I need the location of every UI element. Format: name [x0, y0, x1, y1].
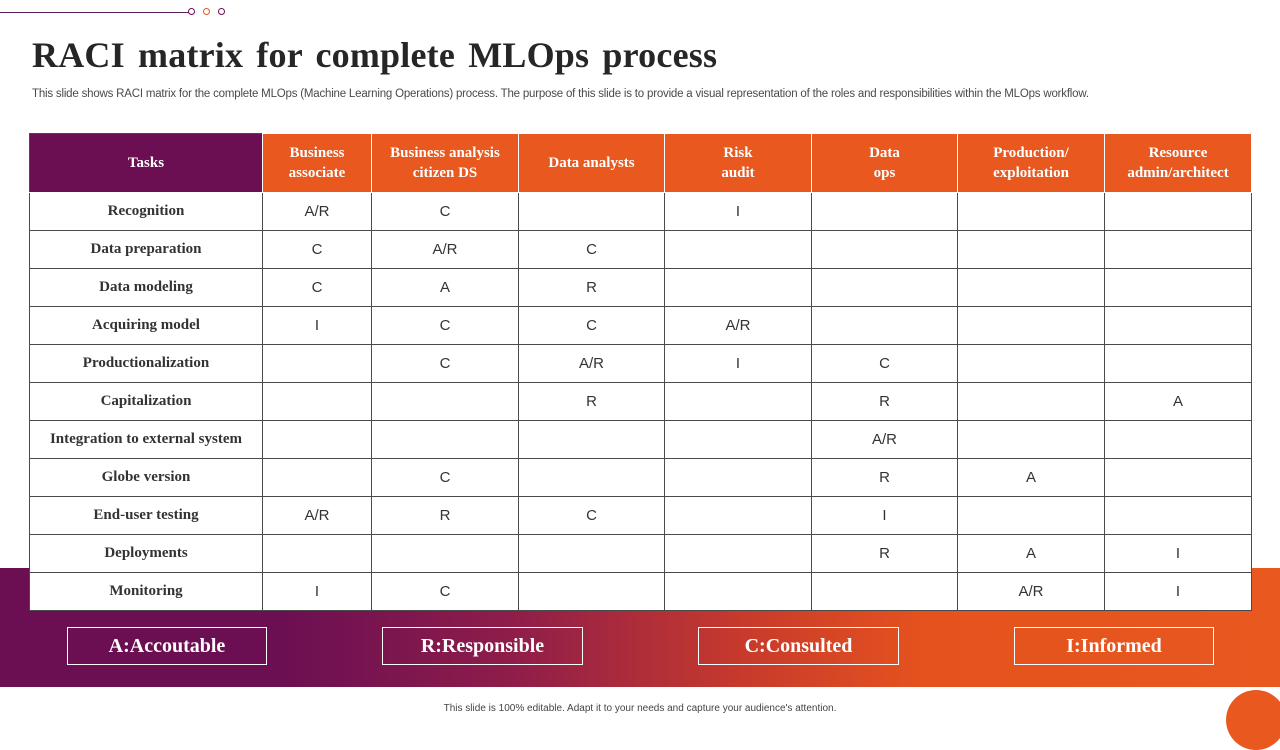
raci-cell: I: [1105, 573, 1252, 611]
raci-cell: A/R: [263, 497, 372, 535]
raci-cell: [1105, 231, 1252, 269]
raci-cell: C: [263, 269, 372, 307]
raci-cell: C: [519, 231, 665, 269]
raci-cell: [263, 421, 372, 459]
raci-cell: [958, 231, 1105, 269]
table-row: [30, 421, 1252, 459]
raci-cell: [519, 535, 665, 573]
raci-cell: [665, 421, 812, 459]
legend-responsible: R:Responsible: [382, 627, 583, 665]
raci-cell: [519, 573, 665, 611]
raci-cell: [519, 459, 665, 497]
decorative-dot-icon: [203, 8, 210, 15]
raci-table: [29, 133, 1252, 611]
task-cell: Monitoring: [30, 573, 263, 611]
raci-cell: [958, 421, 1105, 459]
raci-cell: [958, 193, 1105, 231]
decorative-line: [0, 12, 190, 13]
raci-cell: C: [263, 231, 372, 269]
task-cell: Capitalization: [30, 383, 263, 421]
legend-accountable: A:Accoutable: [67, 627, 267, 665]
task-cell: Deployments: [30, 535, 263, 573]
raci-cell: [372, 535, 519, 573]
raci-cell: [1105, 269, 1252, 307]
raci-cell: C: [372, 459, 519, 497]
raci-cell: I: [1105, 535, 1252, 573]
table-row: [30, 269, 1252, 307]
header-production-exploitation: Production/ exploitation: [958, 134, 1105, 193]
footer-note: This slide is 100% editable. Adapt it to your needs and capture your audience's attention.: [443, 703, 837, 714]
raci-cell: [665, 383, 812, 421]
raci-cell: I: [665, 345, 812, 383]
raci-cell: [372, 383, 519, 421]
raci-cell: [1105, 421, 1252, 459]
raci-cell: I: [263, 573, 372, 611]
header-risk-audit: Risk audit: [665, 134, 812, 193]
task-cell: Integration to external system: [30, 421, 263, 459]
raci-cell: A/R: [812, 421, 958, 459]
raci-cell: A/R: [519, 345, 665, 383]
raci-cell: [263, 345, 372, 383]
table-header-row: [30, 134, 1252, 193]
task-cell: Recognition: [30, 193, 263, 231]
table-row: [30, 345, 1252, 383]
raci-cell: [812, 573, 958, 611]
raci-cell: [1105, 193, 1252, 231]
table-row: [30, 573, 1252, 611]
table-row: [30, 535, 1252, 573]
table-row: [30, 459, 1252, 497]
decorative-dot-icon: [188, 8, 195, 15]
table-row: [30, 497, 1252, 535]
raci-cell: [665, 497, 812, 535]
raci-cell: R: [372, 497, 519, 535]
raci-cell: C: [372, 193, 519, 231]
raci-cell: [812, 307, 958, 345]
raci-cell: A: [958, 459, 1105, 497]
task-cell: Globe version: [30, 459, 263, 497]
raci-cell: [372, 421, 519, 459]
header-data-analysts: Data analysts: [519, 134, 665, 193]
raci-cell: R: [812, 383, 958, 421]
raci-cell: [812, 231, 958, 269]
task-cell: Data modeling: [30, 269, 263, 307]
slide-title: RACI matrix for complete MLOps process: [32, 35, 718, 75]
raci-cell: [665, 269, 812, 307]
raci-cell: [958, 383, 1105, 421]
raci-cell: [958, 497, 1105, 535]
raci-cell: [1105, 497, 1252, 535]
table-row: [30, 307, 1252, 345]
task-cell: Productionalization: [30, 345, 263, 383]
task-cell: Acquiring model: [30, 307, 263, 345]
raci-cell: [519, 193, 665, 231]
raci-cell: [1105, 307, 1252, 345]
raci-cell: A: [1105, 383, 1252, 421]
raci-cell: [665, 459, 812, 497]
task-cell: Data preparation: [30, 231, 263, 269]
raci-cell: [958, 345, 1105, 383]
header-business-analysis-citizen-ds: Business analysis citizen DS: [372, 134, 519, 193]
raci-cell: [1105, 345, 1252, 383]
raci-cell: A: [372, 269, 519, 307]
raci-cell: [665, 573, 812, 611]
raci-cell: A/R: [665, 307, 812, 345]
task-cell: End-user testing: [30, 497, 263, 535]
legend-informed: I:Informed: [1014, 627, 1214, 665]
raci-cell: R: [519, 383, 665, 421]
raci-cell: C: [372, 573, 519, 611]
header-business-associate: Business associate: [263, 134, 372, 193]
raci-cell: [1105, 459, 1252, 497]
raci-cell: [665, 231, 812, 269]
raci-cell: [958, 269, 1105, 307]
header-resource-admin-architect: Resource admin/architect: [1105, 134, 1252, 193]
raci-cell: R: [812, 535, 958, 573]
raci-cell: R: [519, 269, 665, 307]
raci-cell: A/R: [263, 193, 372, 231]
legend-consulted: C:Consulted: [698, 627, 899, 665]
raci-cell: [665, 535, 812, 573]
header-data-ops: Data ops: [812, 134, 958, 193]
raci-cell: [263, 383, 372, 421]
raci-cell: C: [372, 307, 519, 345]
raci-cell: I: [665, 193, 812, 231]
decorative-dot-icon: [218, 8, 225, 15]
raci-cell: I: [812, 497, 958, 535]
raci-cell: [812, 269, 958, 307]
raci-cell: A/R: [958, 573, 1105, 611]
raci-cell: [263, 535, 372, 573]
raci-cell: C: [519, 307, 665, 345]
table-row: [30, 231, 1252, 269]
raci-cell: A: [958, 535, 1105, 573]
header-tasks: Tasks: [30, 134, 263, 193]
slide-subtitle: This slide shows RACI matrix for the complete MLOps (Machine Learning Operations) process. The purpose of this slide is to provide a visual representation of the roles and responsibilities within the MLOps workflow.: [32, 88, 1089, 100]
raci-cell: R: [812, 459, 958, 497]
raci-cell: [812, 193, 958, 231]
raci-cell: C: [372, 345, 519, 383]
raci-cell: C: [812, 345, 958, 383]
decorative-circle: [1226, 690, 1280, 750]
raci-cell: [263, 459, 372, 497]
raci-cell: [958, 307, 1105, 345]
raci-cell: [519, 421, 665, 459]
raci-cell: A/R: [372, 231, 519, 269]
table-row: [30, 193, 1252, 231]
table-row: [30, 383, 1252, 421]
raci-cell: C: [519, 497, 665, 535]
raci-cell: I: [263, 307, 372, 345]
